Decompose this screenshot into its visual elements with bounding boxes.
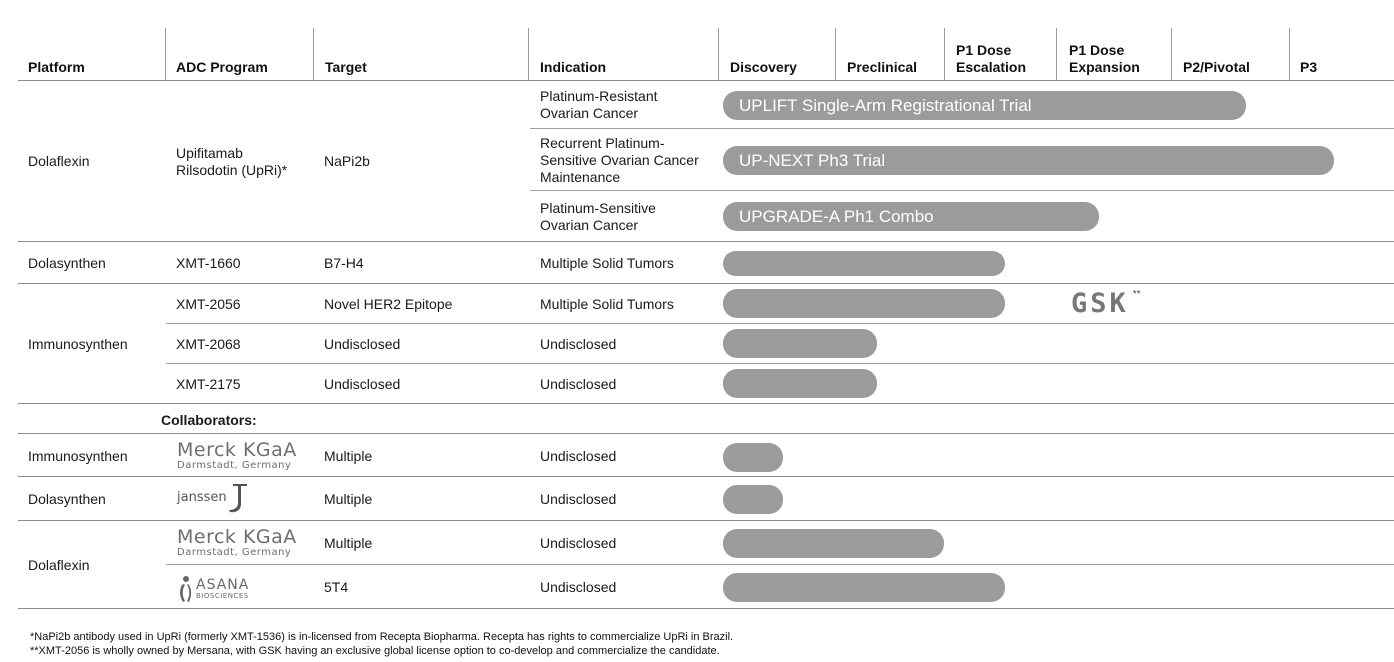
merck-logo-1-name: Merck KGaA: [177, 439, 297, 461]
rule-merck1: [18, 476, 1394, 477]
merck-logo-1: [177, 440, 297, 472]
merck-logo-2-location: Darmstadt, Germany: [177, 547, 292, 558]
bar-xmt2068: [723, 329, 877, 358]
header-target: Target: [325, 59, 367, 75]
bar-upnext: UP-NEXT Ph3 Trial: [723, 146, 1334, 175]
xmt2056-program: XMT-2056: [176, 296, 241, 312]
rule-janssen: [18, 520, 1394, 521]
immunosynthen-platform: Immunosynthen: [28, 336, 128, 352]
bar-merck2: [723, 529, 944, 558]
rule-merck2: [166, 564, 1394, 565]
rule-upri-end: [18, 241, 1394, 242]
upri-indication-2-line3: Maintenance: [540, 169, 621, 185]
header-p3: P3: [1300, 59, 1318, 75]
janssen-logo: [177, 482, 249, 514]
merck-logo-2: [177, 527, 297, 559]
asana-indication: Undisclosed: [540, 579, 617, 595]
header-p1-expansion-line2: Expansion: [1069, 59, 1140, 75]
bar-xmt1660: [723, 251, 1005, 276]
gsk-logo-text: GSK: [1071, 288, 1129, 319]
xmt2175-target: Undisclosed: [324, 376, 401, 392]
bar-janssen: [723, 485, 783, 514]
column-divider-adc: [165, 28, 166, 80]
rule-xmt2056: [166, 323, 1394, 324]
gsk-logo: [1071, 290, 1141, 318]
gsk-footnote-marker: **: [1132, 289, 1141, 300]
column-divider-preclinical: [835, 28, 836, 80]
janssen-logo-text: janssen: [177, 490, 227, 505]
upri-program-line2: Rilsodotin (UpRi)*: [176, 162, 288, 178]
janssen-target: Multiple: [324, 491, 373, 507]
header-p2-pivotal: P2/Pivotal: [1183, 59, 1250, 75]
asana-figure-icon: [177, 574, 193, 604]
janssen-indication: Undisclosed: [540, 491, 617, 507]
xmt2056-target: Novel HER2 Epitope: [324, 296, 453, 312]
header-p1-dose-expansion: [1069, 42, 1140, 76]
xmt2068-program: XMT-2068: [176, 336, 241, 352]
xmt1660-indication: Multiple Solid Tumors: [540, 255, 674, 271]
header-preclinical: Preclinical: [847, 59, 918, 75]
column-divider-p2: [1171, 28, 1172, 80]
upri-indication-1-line2: Ovarian Cancer: [540, 105, 639, 121]
column-divider-p3: [1289, 28, 1290, 80]
xmt2056-indication: Multiple Solid Tumors: [540, 296, 674, 312]
janssen-swoosh-icon: [227, 482, 249, 514]
header-indication: Indication: [540, 59, 607, 75]
header-p1-escalation-line1: P1 Dose: [956, 42, 1012, 58]
xmt2068-indication: Undisclosed: [540, 336, 617, 352]
upri-program: [176, 145, 287, 179]
asana-logo-name: ASANA: [196, 577, 250, 593]
rule-bottom: [18, 608, 1394, 609]
xmt1660-program: XMT-1660: [176, 255, 241, 271]
bar-merck1: [723, 443, 783, 472]
column-divider-p1-expansion: [1056, 28, 1057, 80]
dolaflexin-collab-platform: Dolaflexin: [28, 557, 90, 573]
bar-upgrade: UPGRADE-A Ph1 Combo: [723, 202, 1099, 231]
upri-indication-2: [540, 135, 699, 186]
upri-program-line1: Upifitamab: [176, 145, 243, 161]
merck1-platform: Immunosynthen: [28, 448, 128, 464]
upri-indication-2-line2: Sensitive Ovarian Cancer: [540, 152, 699, 168]
bar-xmt2056: [723, 289, 1005, 318]
asana-logo-tagline: BIOSCIENCES: [196, 592, 249, 600]
xmt2175-indication: Undisclosed: [540, 376, 617, 392]
rule-collaborators: [18, 433, 1394, 434]
merck-logo-2-name: Merck KGaA: [177, 526, 297, 548]
xmt1660-platform: Dolasynthen: [28, 255, 106, 271]
footnote-1: *NaPi2b antibody used in UpRi (formerly XMT-1536) is in-licensed from Recepta Biopharma. Recepta has rights to commercialize UpRi in Brazil.: [30, 631, 734, 643]
upri-target: NaPi2b: [324, 153, 370, 169]
upri-indication-1-line1: Platinum-Resistant: [540, 88, 658, 104]
asana-logo: [177, 574, 249, 604]
janssen-platform: Dolasynthen: [28, 491, 106, 507]
merck1-target: Multiple: [324, 448, 373, 464]
rule-xmt2068: [166, 363, 1394, 364]
bar-asana: [723, 573, 1005, 602]
header-discovery: Discovery: [730, 59, 797, 75]
footnote-2: **XMT-2056 is wholly owned by Mersana, with GSK having an exclusive global license option to co-develop and commercialize the candidate.: [30, 645, 720, 657]
xmt1660-target: B7-H4: [324, 255, 364, 271]
bar-uplift: UPLIFT Single-Arm Registrational Trial: [723, 91, 1246, 120]
upri-platform: Dolaflexin: [28, 153, 90, 169]
header-adc-program: ADC Program: [176, 59, 268, 75]
merck2-target: Multiple: [324, 535, 373, 551]
upri-indication-3-line2: Ovarian Cancer: [540, 217, 639, 233]
header-p1-dose-escalation: [956, 42, 1026, 76]
column-divider-p1-escalation: [944, 28, 945, 80]
merck-logo-1-location: Darmstadt, Germany: [177, 460, 292, 471]
rule-header: [18, 80, 1394, 81]
column-divider-indication: [528, 28, 529, 80]
rule-xmt2175: [18, 403, 1394, 404]
rule-upri-1: [530, 128, 1394, 129]
upri-indication-2-line1: Recurrent Platinum-: [540, 135, 665, 151]
bar-xmt2175: [723, 369, 877, 398]
merck2-indication: Undisclosed: [540, 535, 617, 551]
xmt2175-program: XMT-2175: [176, 376, 241, 392]
header-p1-escalation-line2: Escalation: [956, 59, 1027, 75]
rule-xmt1660: [18, 283, 1394, 284]
upri-indication-3-line1: Platinum-Sensitive: [540, 200, 656, 216]
asana-target: 5T4: [324, 579, 349, 595]
header-platform: Platform: [28, 59, 85, 75]
collaborators-label: Collaborators:: [161, 412, 257, 428]
xmt2068-target: Undisclosed: [324, 336, 401, 352]
merck1-indication: Undisclosed: [540, 448, 617, 464]
column-divider-discovery: [718, 28, 719, 80]
upri-indication-1: [540, 88, 658, 122]
upri-indication-3: [540, 200, 656, 234]
rule-upri-2: [530, 190, 1394, 191]
column-divider-target: [313, 28, 314, 80]
header-p1-expansion-line1: P1 Dose: [1069, 42, 1125, 58]
